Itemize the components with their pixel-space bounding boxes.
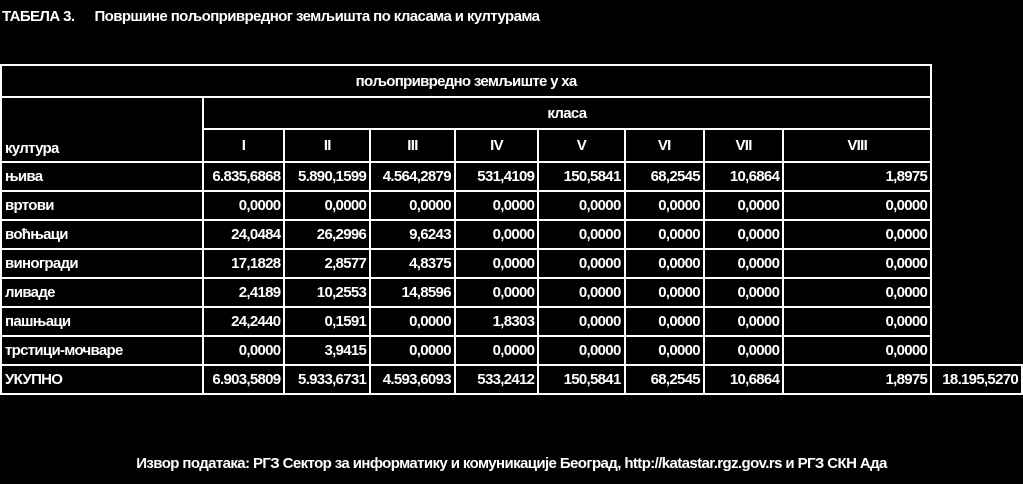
- value-cell: 0,0000: [704, 278, 783, 307]
- class-header-6: VI: [625, 129, 704, 162]
- empty-cell: [931, 129, 1022, 162]
- total-value-cell: 5.933,6731: [284, 365, 370, 394]
- empty-cell: [931, 278, 1022, 307]
- value-cell: 4.564,2879: [370, 162, 455, 191]
- value-cell: 0,0000: [538, 191, 624, 220]
- value-cell: 26,2996: [284, 220, 370, 249]
- value-cell: 0,0000: [370, 336, 455, 365]
- empty-cell: [931, 97, 1022, 129]
- value-cell: 0,0000: [783, 249, 931, 278]
- value-cell: 0,0000: [783, 191, 931, 220]
- value-cell: 0,0000: [783, 220, 931, 249]
- value-cell: 17,1828: [203, 249, 285, 278]
- class-header-2: II: [284, 129, 370, 162]
- total-value-cell: 4.593,6093: [370, 365, 455, 394]
- header-class: класа: [203, 97, 932, 129]
- grand-total-cell: 18.195,5270: [931, 365, 1022, 394]
- value-cell: 68,2545: [625, 162, 704, 191]
- empty-cell: [931, 249, 1022, 278]
- table-row: [1, 336, 1022, 365]
- value-cell: 0,0000: [455, 336, 538, 365]
- table-row: [1, 278, 1022, 307]
- value-cell: 0,0000: [704, 249, 783, 278]
- value-cell: 0,0000: [538, 249, 624, 278]
- value-cell: 0,0000: [783, 336, 931, 365]
- value-cell: 0,0000: [625, 307, 704, 336]
- empty-cell: [931, 336, 1022, 365]
- table-row: [1, 220, 1022, 249]
- value-cell: 0,0000: [538, 220, 624, 249]
- empty-cell: [931, 191, 1022, 220]
- value-cell: 0,0000: [538, 336, 624, 365]
- class-header-8: VIII: [783, 129, 931, 162]
- crop-label: воћњаци: [1, 220, 203, 249]
- table-caption: Површине пољопривредног земљишта по класама и културама: [94, 8, 540, 25]
- table-row: [1, 307, 1022, 336]
- crop-label: виногради: [1, 249, 203, 278]
- value-cell: 0,0000: [538, 278, 624, 307]
- value-cell: 0,0000: [783, 307, 931, 336]
- value-cell: 0,0000: [704, 191, 783, 220]
- value-cell: 0,0000: [625, 191, 704, 220]
- crop-label: вртови: [1, 191, 203, 220]
- value-cell: 0,0000: [783, 278, 931, 307]
- value-cell: 14,8596: [370, 278, 455, 307]
- value-cell: 0,0000: [284, 191, 370, 220]
- header-crop: култура: [1, 97, 203, 162]
- total-value-cell: 533,2412: [455, 365, 538, 394]
- crop-label: пашњаци: [1, 307, 203, 336]
- total-value-cell: 150,5841: [538, 365, 624, 394]
- crop-label: ливаде: [1, 278, 203, 307]
- total-label: УКУПНО: [1, 365, 203, 394]
- total-value-cell: 1,8975: [783, 365, 931, 394]
- value-cell: 2,8577: [284, 249, 370, 278]
- value-cell: 1,8975: [783, 162, 931, 191]
- value-cell: 0,0000: [625, 336, 704, 365]
- table-row: [1, 191, 1022, 220]
- value-cell: 0,0000: [625, 278, 704, 307]
- crop-label: њива: [1, 162, 203, 191]
- total-value-cell: 10,6864: [704, 365, 783, 394]
- value-cell: 3,9415: [284, 336, 370, 365]
- value-cell: 10,2553: [284, 278, 370, 307]
- value-cell: 0,0000: [704, 336, 783, 365]
- value-cell: 150,5841: [538, 162, 624, 191]
- crop-label: трстици-мочваре: [1, 336, 203, 365]
- value-cell: 9,6243: [370, 220, 455, 249]
- class-header-5: V: [538, 129, 624, 162]
- total-value-cell: 6.903,5809: [203, 365, 285, 394]
- value-cell: 0,0000: [370, 191, 455, 220]
- value-cell: 24,2440: [203, 307, 285, 336]
- table-row: [1, 162, 1022, 191]
- value-cell: 0,0000: [370, 307, 455, 336]
- empty-cell: [931, 307, 1022, 336]
- empty-cell: [931, 162, 1022, 191]
- value-cell: 0,0000: [625, 249, 704, 278]
- value-cell: 1,8303: [455, 307, 538, 336]
- value-cell: 531,4109: [455, 162, 538, 191]
- class-header-7: VII: [704, 129, 783, 162]
- value-cell: 0,0000: [704, 307, 783, 336]
- total-value-cell: 68,2545: [625, 365, 704, 394]
- value-cell: 4,8375: [370, 249, 455, 278]
- value-cell: 6.835,6868: [203, 162, 285, 191]
- class-header-3: III: [370, 129, 455, 162]
- land-table: [0, 64, 1023, 395]
- value-cell: 0,1591: [284, 307, 370, 336]
- table-title: [2, 8, 539, 25]
- class-header-1: I: [203, 129, 285, 162]
- table-row: [1, 249, 1022, 278]
- value-cell: 5.890,1599: [284, 162, 370, 191]
- table-number: ТАБЕЛА 3.: [2, 8, 75, 25]
- empty-cell: [931, 65, 1022, 97]
- value-cell: 0,0000: [455, 191, 538, 220]
- value-cell: 10,6864: [704, 162, 783, 191]
- value-cell: 0,0000: [455, 249, 538, 278]
- value-cell: 24,0484: [203, 220, 285, 249]
- value-cell: 0,0000: [203, 336, 285, 365]
- empty-cell: [931, 220, 1022, 249]
- value-cell: 0,0000: [455, 220, 538, 249]
- value-cell: 0,0000: [625, 220, 704, 249]
- value-cell: 0,0000: [704, 220, 783, 249]
- value-cell: 2,4189: [203, 278, 285, 307]
- source-note: Извор података: РГЗ Сектор за информатику и комуникације Београд, http://katastar.rgz.gov.rs и РГЗ СКН Ада: [136, 455, 887, 472]
- value-cell: 0,0000: [203, 191, 285, 220]
- value-cell: 0,0000: [538, 307, 624, 336]
- header-land-group: пољопривредно земљиште у ха: [1, 65, 931, 97]
- value-cell: 0,0000: [455, 278, 538, 307]
- class-header-4: IV: [455, 129, 538, 162]
